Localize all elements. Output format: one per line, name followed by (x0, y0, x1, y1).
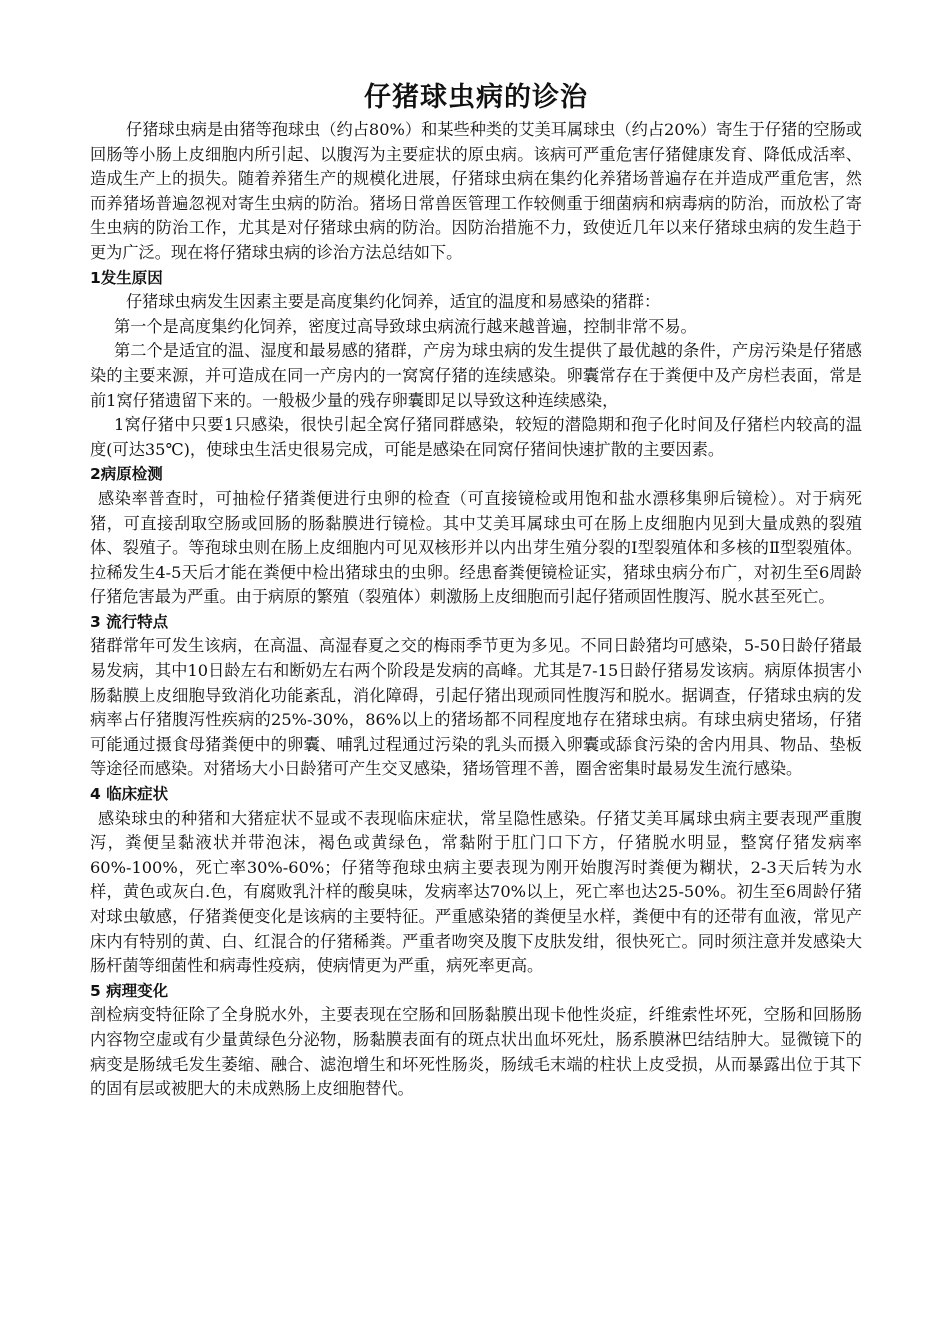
section-2 (90, 462, 862, 610)
intro-paragraph: 仔猪球虫病是由猪等孢球虫（约占80%）和某些种类的艾美耳属球虫（约占20%）寄生于仔猪的空肠或回肠等小肠上皮细胞内所引起、以腹泻为主要症状的原虫病。该病可严重危害仔猪健康发育、降低成活率、造成生产上的损失。随着养猪生产的规模化进展，仔猪球虫病在集约化养猪场普遍存在并造成严重危害，然而养猪场普遍忽视对寄生虫病的防治。猪场日常兽医管理工作较侧重于细菌病和病毒病的防治，而放松了寄生虫病的防治工作，尤其是对仔猪球虫病的防治。因防治措施不力，致使近几年以来仔猪球虫病的发生趋于更为广泛。现在将仔猪球虫病的诊治方法总结如下。 (90, 120, 862, 262)
paragraph: 感染率普查时，可抽检仔猪粪便进行虫卵的检查（可直接镜检或用饱和盐水漂移集卵后镜检）。对于病死猪，可直接刮取空肠或回肠的肠黏膜进行镜检。其中艾美耳属球虫可在肠上皮细胞内见到大量成熟的裂殖体、裂殖子。等孢球虫则在肠上皮细胞内可见双核形并以内出芽生殖分裂的Ⅰ型裂殖体和多核的Ⅱ型裂殖体。拉稀发生4-5天后才能在粪便中检出猪球虫的虫卵。经患畜粪便镜检证实，猪球虫病分布广，对初生至6周龄仔猪危害最为严重。由于病原的繁殖（裂殖体）刺激肠上皮细胞而引起仔猪顽固性腹泻、脱水甚至死亡。 (90, 488, 862, 607)
paragraph: 1窝仔猪中只要1只感染，很快引起全窝仔猪同群感染，较短的潜隐期和孢子化时间及仔猪栏内较高的温度(可达35℃)，使球虫生活史很易完成，可能是感染在同窝仔猪间快速扩散的主要因素。 (90, 415, 862, 459)
section-1 (90, 266, 862, 463)
paragraph: 猪群常年可发生该病，在高温、高湿春夏之交的梅雨季节更为多见。不同日龄猪均可感染，5-50日龄仔猪最易发病，其中10日龄左右和断奶左右两个阶段是发病的高峰。尤其是7-15日龄仔猪易发该病。病原体损害小肠黏膜上皮细胞导致消化功能紊乱，消化障碍，引起仔猪出现顽同性腹泻和脱水。据调查，仔猪球虫病的发病率占仔猪腹泻性疾病的25%-30%，86%以上的猪场都不同程度地存在猪球虫病。有球虫病史猪场，仔猪可能通过摄食母猪粪便中的卵囊、哺乳过程通过污染的乳头而摄入卵囊或舔食污染的舍内用具、物品、垫板等途径而感染。对猪场大小日龄猪可产生交叉感染，猪场管理不善，圈舍密集时最易发生流行感染。 (90, 636, 862, 779)
paragraph: 第一个是高度集约化饲养，密度过高导致球虫病流行越来越普遍，控制非常不易。 (114, 316, 697, 336)
section-3 (90, 610, 862, 782)
section-5 (90, 979, 862, 1102)
section-heading: 4 临床症状 (90, 785, 169, 804)
section-heading: 1发生原因 (90, 268, 163, 287)
section-heading: 5 病理变化 (90, 981, 169, 1000)
section-heading: 2病原检测 (90, 465, 163, 484)
paragraph: 感染球虫的种猪和大猪症状不显或不表现临床症状，常呈隐性感染。仔猪艾美耳属球虫病主要表现严重腹泻，粪便呈黏液状并带泡沫，褐色或黄绿色，常黏附于肛门口下方，仔猪脱水明显，整窝仔猪发病率60%-100%，死亡率30%-60%；仔猪等孢球虫病主要表现为刚开始腹泻时粪便为糊状，2-3天后转为水样，黄色或灰白.色，有腐败乳汁样的酸臭味，发病率达70%以上，死亡率也达25-50%。初生至6周龄仔猪对球虫敏感，仔猪粪便变化是该病的主要特征。严重感染猪的粪便呈水样，粪便中有的还带有血液，常见产床内有特别的黄、白、红混合的仔猪稀粪。严重者吻突及腹下皮肤发绀，很快死亡。同时须注意并发感染大肠杆菌等细菌性和病毒性疫病，使病情更为严重，病死率更高。 (90, 808, 862, 976)
section-heading: 3 流行特点 (90, 612, 169, 631)
paragraph: 仔猪球虫病发生因素主要是高度集约化饲养，适宜的温度和易感染的猪群： (126, 292, 661, 312)
paragraph: 第二个是适宜的温、湿度和最易感的猪群，产房为球虫病的发生提供了最优越的条件，产房污染是仔猪感染的主要来源，并可造成在同一产房内的一窝窝仔猪的连续感染。卵囊常存在于粪便中及产房栏表面，常是前1窝仔猪遗留下来的。一般极少量的残存卵囊即足以导致这种连续感染， (90, 341, 862, 410)
page-title: 仔猪球虫病的诊治 (364, 82, 588, 113)
paragraph: 剖检病变特征除了全身脱水外，主要表现在空肠和回肠黏膜出现卡他性炎症，纤维索性坏死，空肠和回肠肠内容物空虚或有少量黄绿色分泌物，肠黏膜表面有的斑点状出血坏死灶，肠系膜淋巴结结肿大。显微镜下的病变是肠绒毛发生萎缩、融合、滤泡增生和坏死性肠炎，肠绒毛末端的柱状上皮受损，从而暴露出位于其下的固有层或被肥大的未成熟肠上皮细胞替代。 (90, 1005, 862, 1099)
section-4 (90, 782, 862, 979)
